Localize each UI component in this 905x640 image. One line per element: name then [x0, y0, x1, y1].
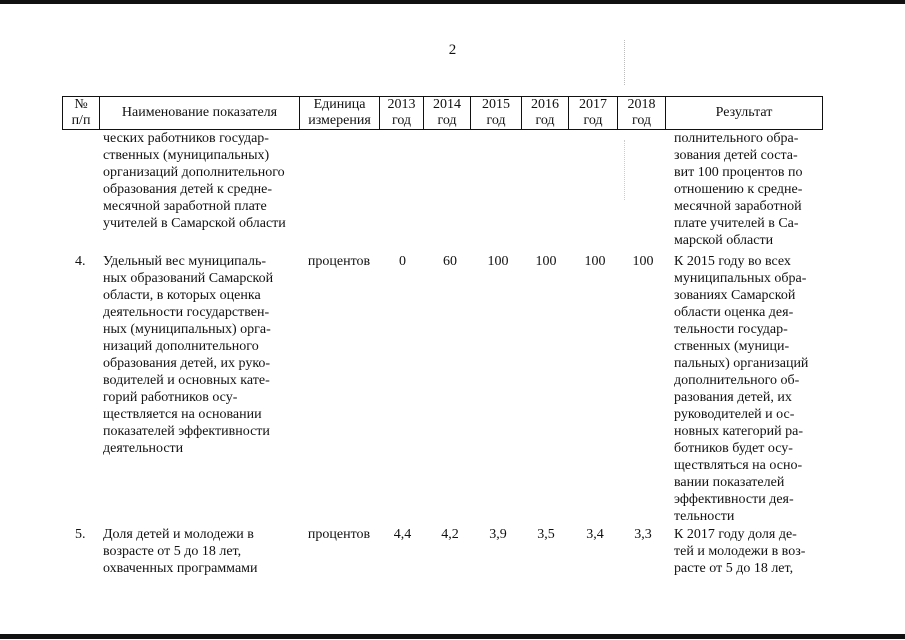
year-value: 2013 — [387, 97, 416, 112]
year-word: год — [631, 113, 652, 128]
text-line: организаций дополнительного — [103, 165, 285, 180]
text-line: муниципальных обра- — [674, 271, 807, 286]
year-word: год — [583, 113, 603, 128]
header-num-abbrev: п/п — [71, 113, 91, 128]
text-line: Удельный вес муниципаль- — [103, 254, 267, 269]
text-line: тельности государ- — [674, 322, 788, 337]
year-value: 2015 — [482, 97, 510, 112]
scan-artifact-line — [624, 40, 625, 85]
text-line: области, в которых оценка — [103, 288, 261, 303]
row-5-value-2018: 3,3 — [634, 527, 652, 542]
text-line: марской области — [674, 233, 774, 248]
text-line: тельности — [674, 509, 735, 524]
header-year-2016 — [521, 96, 569, 130]
text-line: ботников будет осу- — [674, 441, 793, 456]
scan-top-edge — [0, 0, 905, 4]
text-line: водителей и основных кате- — [103, 373, 270, 388]
row-4-result — [674, 253, 819, 525]
row-4-value-2015: 100 — [487, 254, 509, 269]
text-line: зованиях Самарской — [674, 288, 796, 303]
text-line: возрасте от 5 до 18 лет, — [103, 544, 242, 559]
header-result — [665, 96, 823, 130]
row-5-value-2015: 3,9 — [489, 527, 507, 542]
row-4-number: 4. — [75, 254, 86, 269]
text-line: руководителей и ос- — [674, 407, 795, 422]
text-line: новных категорий ра- — [674, 424, 804, 439]
text-line: низаций дополнительного — [103, 339, 259, 354]
row-5-number: 5. — [75, 527, 86, 542]
year-word: год — [391, 113, 412, 128]
row-5-value-2013: 4,4 — [393, 527, 412, 542]
text-line: дополнительного об- — [674, 373, 800, 388]
page-number: 2 — [448, 42, 457, 58]
row-5-value-2016: 3,5 — [537, 527, 555, 542]
header-name-label: Наименование показателя — [121, 105, 278, 120]
text-line: отношению к средне- — [674, 182, 803, 197]
text-line: разования детей, их — [674, 390, 792, 405]
text-line: эффективности дея- — [674, 492, 794, 507]
header-num — [62, 96, 100, 130]
year-value: 2018 — [627, 97, 656, 112]
header-unit-line2: измерения — [308, 113, 371, 128]
scan-artifact-line — [624, 140, 625, 200]
text-line: ственных (муниципальных) — [103, 148, 270, 163]
text-line: плате учителей в Са- — [674, 216, 799, 231]
row-4-value-2017: 100 — [584, 254, 606, 269]
text-line: охваченных программами — [103, 561, 258, 576]
text-line: показателей эффективности — [103, 424, 270, 439]
text-line: области оценка дея- — [674, 305, 794, 320]
text-line: образования детей, их руко- — [103, 356, 271, 371]
text-line: месячной заработной плате — [103, 199, 267, 214]
text-line: образования детей к средне- — [103, 182, 273, 197]
scan-bottom-edge — [0, 634, 905, 639]
year-word: год — [486, 113, 506, 128]
text-line: Доля детей и молодежи в — [103, 527, 254, 542]
text-line: деятельности — [103, 441, 184, 456]
continued-name — [103, 130, 295, 232]
text-line: вании показателей — [674, 475, 785, 490]
header-year-2014 — [423, 96, 471, 130]
text-line: ческих работников государ- — [103, 131, 269, 146]
text-line: ных образований Самарской — [103, 271, 274, 286]
row-4-value-2013: 0 — [399, 254, 406, 269]
header-year-2017 — [568, 96, 618, 130]
year-value: 2016 — [531, 97, 559, 112]
header-num-symbol: № — [74, 97, 88, 112]
text-line: пальных) организаций — [674, 356, 809, 371]
row-4-value-2016: 100 — [535, 254, 557, 269]
text-line: ществляется на основании — [103, 407, 262, 422]
header-year-2018 — [617, 96, 666, 130]
row-5-name — [103, 526, 295, 577]
row-5-result — [674, 526, 819, 577]
text-line: К 2015 году во всех — [674, 254, 791, 269]
text-line: ществляться на осно- — [674, 458, 803, 473]
row-4-unit: процентов — [307, 254, 371, 269]
text-line: полнительного обра- — [674, 131, 799, 146]
continued-result — [674, 130, 819, 249]
row-4-name — [103, 253, 295, 457]
year-word: год — [437, 113, 457, 128]
year-value: 2014 — [433, 97, 461, 112]
text-line: зования детей соста- — [674, 148, 798, 163]
text-line: месячной заработной — [674, 199, 802, 214]
row-5-value-2014: 4,2 — [441, 527, 459, 542]
header-year-2013 — [379, 96, 424, 130]
text-line: расте от 5 до 18 лет, — [674, 561, 794, 576]
text-line: вит 100 процентов по — [674, 165, 803, 180]
row-4-value-2018: 100 — [632, 254, 654, 269]
row-5-unit: процентов — [307, 527, 371, 542]
text-line: ных (муниципальных) орга- — [103, 322, 271, 337]
year-value: 2017 — [579, 97, 607, 112]
header-year-2015 — [470, 96, 522, 130]
text-line: деятельности государствен- — [103, 305, 270, 320]
text-line: горий работников осу- — [103, 390, 238, 405]
row-5-value-2017: 3,4 — [586, 527, 604, 542]
year-word: год — [535, 113, 555, 128]
text-line: тей и молодежи в воз- — [674, 544, 806, 559]
row-4-value-2014: 60 — [443, 254, 457, 269]
header-unit-line1: Единица — [313, 97, 366, 112]
header-unit — [299, 96, 380, 130]
text-line: К 2017 году доля де- — [674, 527, 797, 542]
text-line: ственных (муници- — [674, 339, 790, 354]
header-result-label: Результат — [715, 105, 773, 120]
header-name — [99, 96, 300, 130]
text-line: учителей в Самарской области — [103, 216, 286, 231]
